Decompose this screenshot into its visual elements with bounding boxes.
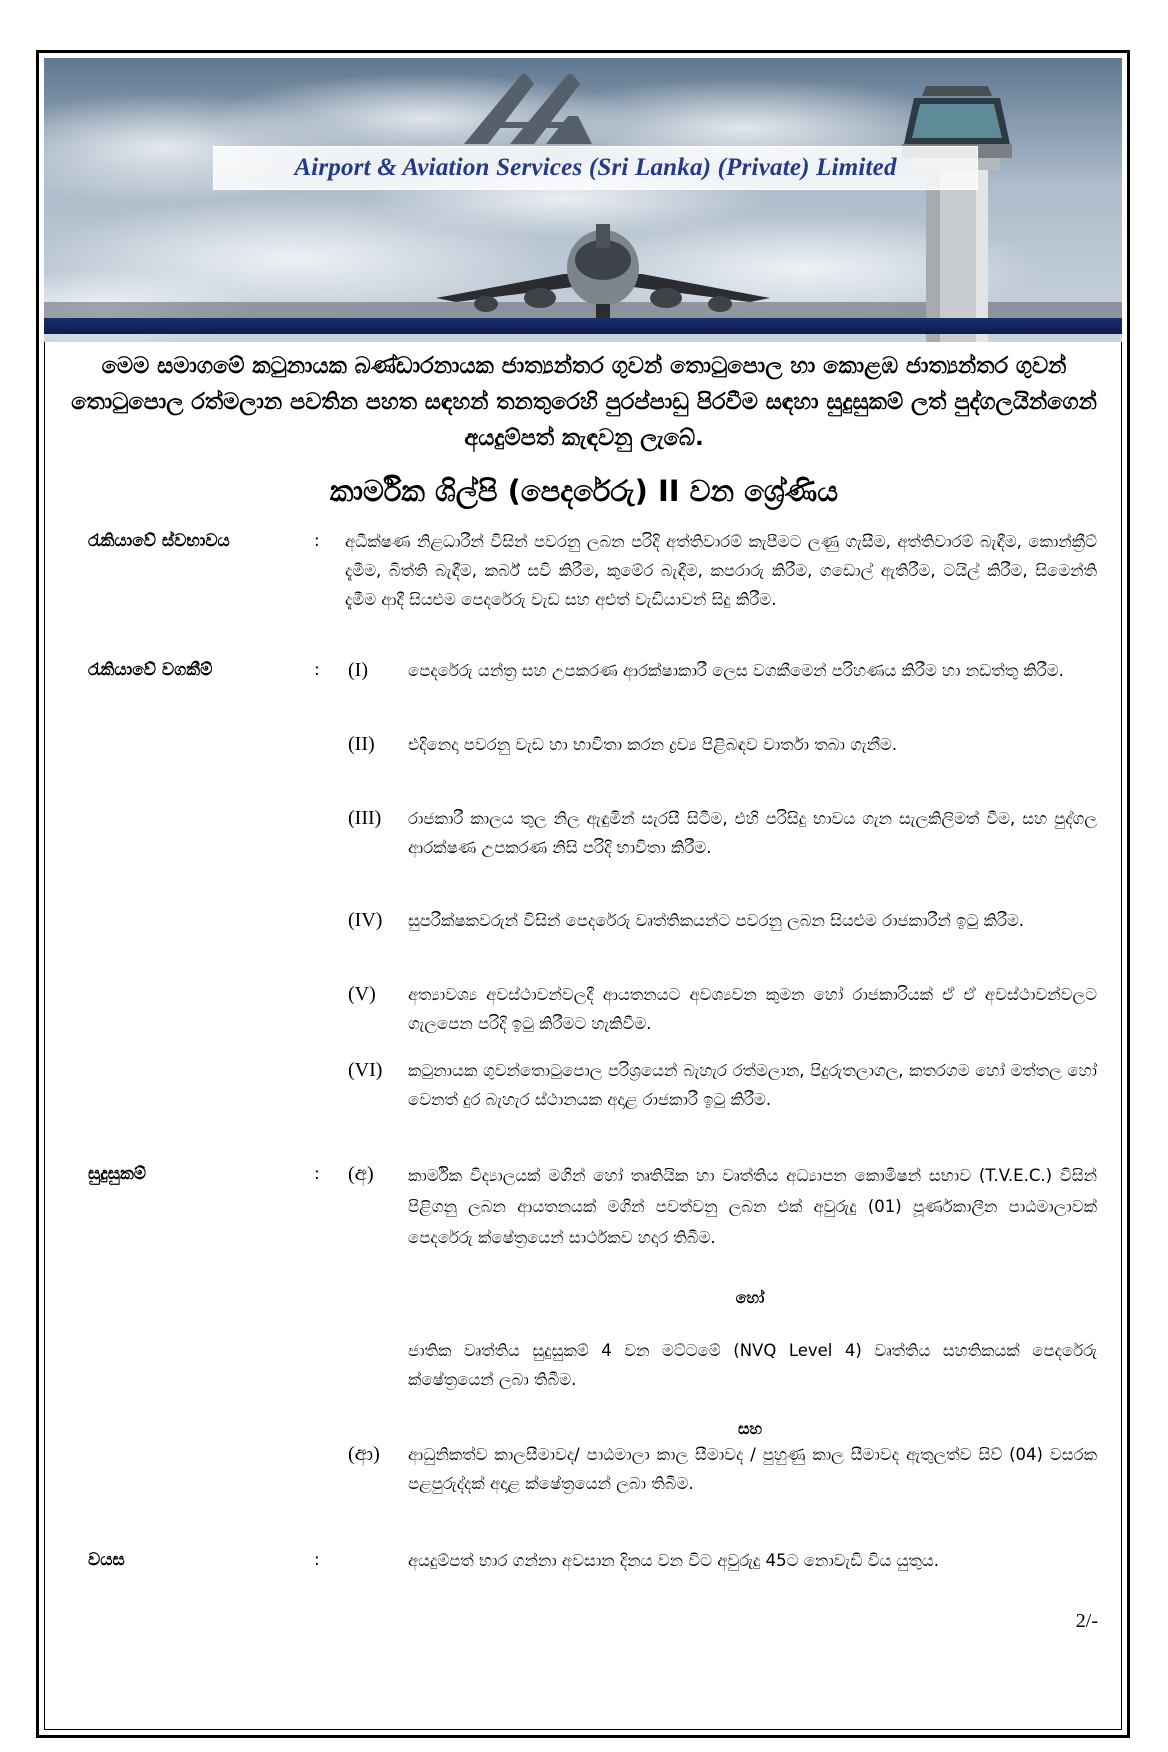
- qualifications-label: සුදුසුකම්: [88, 1164, 147, 1184]
- duty-number: (I): [348, 659, 368, 681]
- qualification-b-number: (ආ): [348, 1443, 380, 1465]
- nature-colon: :: [314, 531, 320, 551]
- header-banner: [44, 58, 1122, 342]
- job-title: කාර්මික ශිල්පි (පෙදරේරු) II වන ශ්‍රේණිය: [329, 474, 839, 508]
- and-separator: සහ: [737, 1419, 763, 1438]
- duty-text: එදිනෙදා පවරනු වැඩ හා භාවිතා කරන ද්‍රව්‍ය පිළිබඳව වාර්තා තබා ගැනීම.: [408, 735, 898, 754]
- nature-label: රැකියාවේ ස්වභාවය: [88, 531, 230, 551]
- age-text: අයදුම්පත් භාර ගන්නා අවසාන දිනය වන විට අවුරුදු 45ට නොවැඩි විය යුතුය.: [408, 1551, 940, 1570]
- duty-number: (V): [348, 983, 376, 1005]
- age-label: වයස: [88, 1550, 125, 1570]
- nature-text: අධීක්ෂණ නිළධාරීන් විසින් පවරනු ලබන පරිදි අත්තිවාරම් කැපීමට ලණු ගැසීම, අත්තිවාරම් බැඳීම, කොන්ක්‍රීට් දැමීම, බිත්ති බැඳීම, කර්බ් සවි කිරීම, කුමේර බැඳීම, කපරාරු කිරීම, ගඩොල් ඇතිරීම, ටයිල් කිරීම, සිමෙන්ති දැමීම ආදී සියළුම පෙදරේරු වැඩ සහ අළුත් වැඩියාවන් සිදු කිරීම.: [345, 532, 1097, 609]
- banner-stripe: [44, 318, 1122, 334]
- company-name-box: [213, 146, 978, 190]
- duty-number: (III): [348, 807, 382, 829]
- duties-colon: :: [314, 660, 320, 680]
- qualification-a-number: (අ): [348, 1163, 374, 1185]
- qualifications-colon: :: [314, 1164, 320, 1184]
- intro-paragraph: මෙම සමාගමේ කටුනායක බණ්ඩාරනායක ජාත්‍යන්තර ගුවන් තොටුපොල හා කොළඹ ජාත්‍යන්තර ගුවන් තොටුපොල රත්මලාන පවතින පහත සඳහන් තනතුරෙහි පුරප්පාඩු පිරවීම සඳහා සුදුසුකම් ලත් පුද්ගලයින්ගෙන් අයදුම්පත් කැඳවනු ලැබේ.: [71, 353, 1097, 451]
- duties-label: රැකියාවේ වගකීම්: [88, 660, 213, 680]
- duty-number: (VI): [348, 1059, 383, 1081]
- company-name: Airport & Aviation Services (Sri Lanka) (Private) Limited: [294, 154, 897, 181]
- page-number: 2/-: [1075, 1610, 1098, 1632]
- age-colon: :: [314, 1550, 320, 1570]
- duty-text: කටුනායක ගුවන්තොටුපොල පරිශ්‍රයෙන් බැහැර රත්මලාන, පිදුරුතලාගල, කතරගම හෝ මත්තල හෝ වෙනත් දුර බැහැර ස්ථානයක අදාළ රාජකාරී ඉටු කිරීම.: [408, 1061, 1097, 1109]
- duty-text: පෙදරේරු යන්ත්‍ර සහ උපකරණ ආරක්ෂාකාරී ලෙස වගකීමෙන් පරිහණය කිරීම හා නඩත්තු කිරීම.: [408, 661, 1064, 680]
- qualification-a-alt-text: ජාතික වෘත්තිය සුදුසුකම් 4 වන මට්ටමේ (NVQ Level 4) වෘත්තිය සහතිකයක් පෙදරේරු ක්ෂේත්‍රයෙන් ලබා තිබීම.: [408, 1341, 1097, 1389]
- duty-text: සුපරීක්ෂකවරුන් විසින් පෙදරේරු වෘත්තිකයන්ට පවරනු ලබන සියළුම රාජකාරීන් ඉටු කිරීම.: [408, 911, 1025, 930]
- duty-number: (IV): [348, 909, 383, 931]
- or-separator: හෝ: [735, 1288, 765, 1307]
- qualification-a-text: කාර්මික විද්‍යාලයක් මගින් හෝ තෘතියික හා වෘත්තිය අධ්‍යාපන කොමිෂන් සභාව (T.V.E.C.) විසින් පිළිගනු ලබන ආයතනයක් මගින් පවත්වනු ලබන එක් අවුරුදු (01) පූර්ණකාලීන පාඨමාලාවක් පෙදරේරු ක්ෂේත්‍රයෙන් සාර්ථකව හදාර තිබීම.: [408, 1166, 1097, 1247]
- duty-number: (II): [348, 733, 375, 755]
- qualification-b-text: ආධුනිකත්ව කාලසීමාවද/ පාඨමාලා කාල සීමාවද / පුහුණු කාල සීමාවද ඇතුලත්ව සිව් (04) වසරක පළපුරුද්දක් අදාළ ක්ෂේත්‍රයෙන් ලබා තිබීම.: [408, 1445, 1097, 1493]
- duty-text: අත්‍යාවශ්‍ය අවස්ථාවන්වලදී ආයතනයට අවශ්‍යවන කුමන හෝ රාජකාරියක් ඒ ඒ අවස්ථාවන්වලට ගැලපෙන පරිදි ඉටු කිරීමට හැකිවීම.: [408, 985, 1097, 1033]
- duty-text: රාජකාරී කාලය තුල නිල ඇඳුමින් සැරසී සිටීම, එහි පරිසිදු භාවය ගැන සැලකිලිමත් වීම, සහ පුද්ගල ආරක්ෂණ උපකරණ නිසි පරිදි භාවිතා කිරීම.: [408, 809, 1097, 857]
